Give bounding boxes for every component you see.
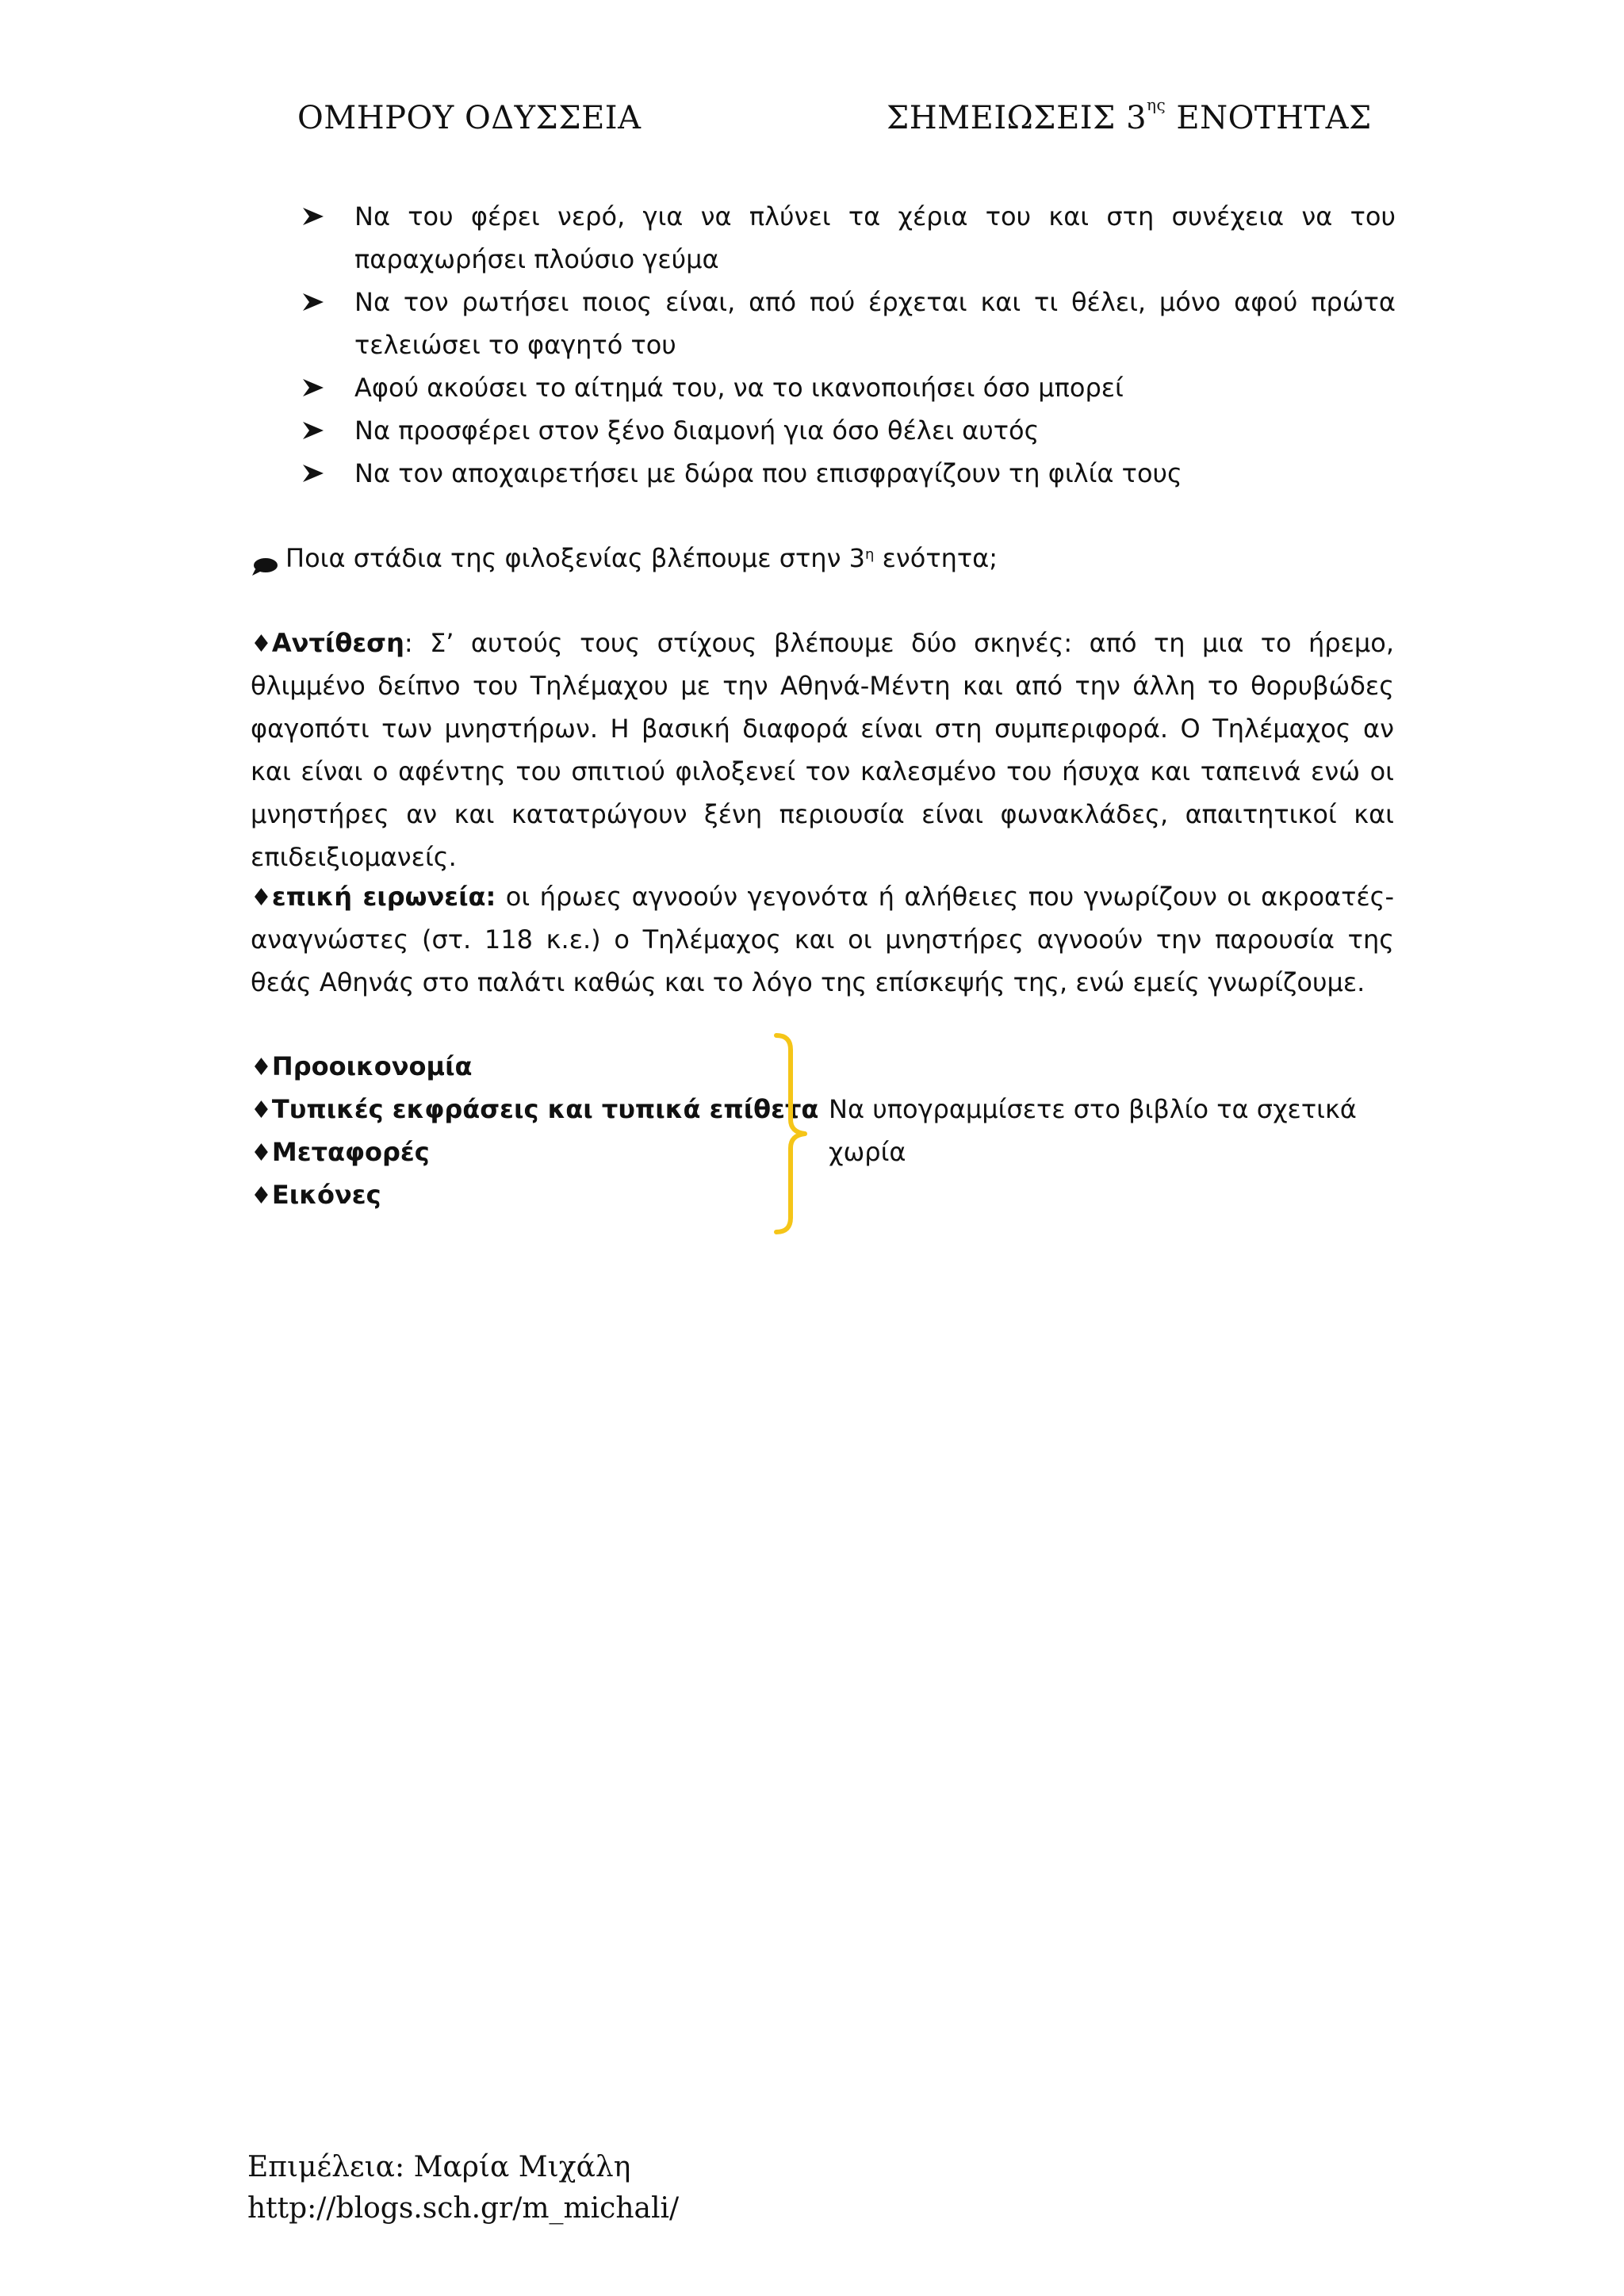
question-suffix: ενότητα; [874,543,998,573]
arrow-bullet-icon [301,409,325,452]
diamond-bullet-icon: ♦ [251,1182,272,1210]
list-item-text: Να προσφέρει στον ξένο διαμονή για όσο θέλει αυτός [354,415,1040,446]
list-item [301,452,1396,495]
arrow-bullet-icon [301,452,325,495]
footer-url[interactable]: http://blogs.sch.gr/m_michali/ [247,2192,680,2225]
list-item [301,409,1396,452]
right-brace-icon [773,1031,821,1237]
irony-term: επική ειρωνεία: [271,882,496,912]
figure-label: Τυπικές εκφράσεις και τυπικά επίθετα [271,1094,819,1124]
underline-note: Να υπογραμμίσετε στο βιβλίο τα σχετικά χωρία [829,1094,1357,1167]
diamond-bullet-icon: ♦ [251,630,272,658]
footer-editor: Επιμέλεια: Μαρία Μιχάλη [247,2151,631,2183]
footer [247,2147,679,2229]
diamond-bullet-icon: ♦ [251,1096,272,1124]
arrow-bullet-icon [301,195,325,238]
figure-label: Εικόνες [271,1180,381,1210]
question-sup: η [864,546,875,563]
header-section-sup: ης [1147,95,1166,114]
list-item [251,1088,818,1131]
list-item [301,195,1396,281]
question-prefix: Ποια στάδια της φιλοξενίας βλέπουμε στην 3 [285,543,865,573]
header-section-suffix: ΕΝΟΤΗΤΑΣ [1166,100,1372,136]
list-item [251,1173,818,1216]
list-item-text: Να τον ρωτήσει ποιος είναι, από πού έρχεται και τι θέλει, μόνο αφού πρώτα τελειώσει το φαγητό του [354,287,1396,360]
arrow-bullet-icon [301,281,325,323]
list-item-text: Αφού ακούσει το αίτημά του, να το ικανοποιήσει όσο μπορεί [354,373,1124,403]
diamond-bullet-icon: ♦ [251,1054,272,1081]
antithesis-text: : Σ’ αυτούς τους στίχους βλέπουμε δύο σκηνές: από τη μια το ήρεμο, θλιμμένο δείπνο του Τηλέμαχου με την Αθηνά-Μέντη και από την άλλη το θορυβώδες φαγοπότι των μνηστήρων. Η βασική διαφορά είναι στη συμπεριφορά. Ο Τηλέμαχος αν και είναι ο αφέντης του σπιτιού φιλοξενεί τον καλεσμένο του ήσυχα και ταπεινά ενώ οι μνηστήρες αν και κατατρώγουν ξένη περιουσία είναι φωνακλάδες, απαιτητικοί και επιδειξιομανείς. [251,628,1394,872]
list-item [301,366,1396,409]
header-section-prefix: ΣΗΜΕΙΩΣΕΙΣ 3 [887,100,1147,136]
list-item-text: Να του φέρει νερό, για να πλύνει τα χέρια του και στη συνέχεια να του παραχωρήσει πλούσιο γεύμα [354,201,1396,274]
header-section [887,95,1372,136]
figure-label: Μεταφορές [271,1137,430,1167]
irony-paragraph [251,875,1394,1004]
figures-list [251,1045,818,1216]
arrow-bullet-icon [301,366,325,409]
list-item [301,281,1396,366]
speech-bubble-icon [251,547,279,568]
irony-text: οι ήρωες αγνοούν γεγονότα ή αλήθειες που γνωρίζουν οι ακροατές-αναγνώστες (στ. 118 κ.ε.) ο Τηλέμαχος και οι μνηστήρες αγνοούν την παρουσία της θεάς Αθηνάς στο παλάτι καθώς και το λόγο της επίσκεψής της, ενώ εμείς γνωρίζουμε. [251,882,1395,997]
header-title: ΟΜΗΡΟΥ ΟΔΥΣΣΕΙΑ [297,100,642,136]
diamond-bullet-icon: ♦ [251,1139,272,1167]
list-item-text: Να τον αποχαιρετήσει με δώρα που επισφραγίζουν τη φιλία τους [354,458,1182,488]
question-line [251,537,1392,580]
hospitality-bullet-list [301,195,1396,495]
antithesis-paragraph [251,622,1394,878]
list-item [251,1131,818,1173]
figure-label: Προοικονομία [271,1051,473,1081]
antithesis-term: Αντίθεση [271,628,404,658]
diamond-bullet-icon: ♦ [251,884,272,912]
list-item [251,1045,818,1088]
